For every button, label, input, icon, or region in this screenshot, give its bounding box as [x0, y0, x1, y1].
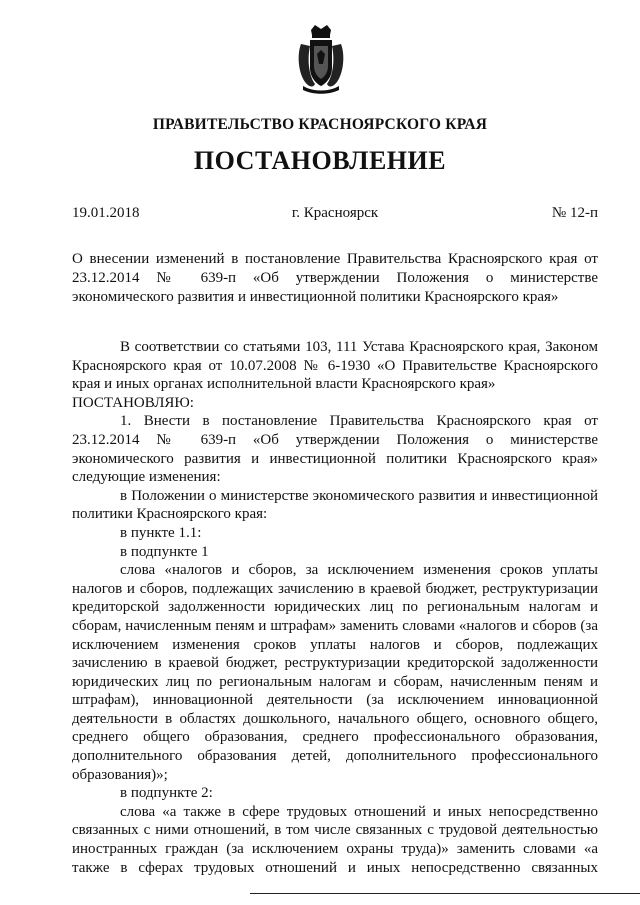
document-number: № 12-п — [551, 205, 598, 221]
subpoint-2-paragraph: в подпункте 2: — [120, 785, 213, 802]
decree-word: ПОСТАНОВЛЯЮ: — [72, 394, 194, 411]
document-subject-title: О внесении изменений в постановление Правительства Красноярского края от 23.12.2014 № 639-п «Об утверждении Положения о министерстве экономического развития и инвестиционной политики Красноярского края» — [72, 251, 598, 305]
coat-of-arms-icon — [295, 24, 347, 94]
replacement-words-1-paragraph: слова «налогов и сборов, за исключением изменения сроков уплаты налогов и сборов, подлежащих зачислению в краевой бюджет, реструктуризации кредиторской задолженности юридических лиц по региональным налогам и сборам, начисленным пеням и штрафам» заменить словами «налогов и сборов (за исключением изменения сроков уплаты налогов и сборов, подлежащих зачислению в краевой бюджет, реструктуризации кредиторской задолженности юридических лиц по региональным налогам и сборам, начисленным пеням и штрафам), инновационной деятельности (за исключением инновационной деятельности в областях дошкольного, начального общего, основного общего, среднего общего образования, среднего профессионального образования, дополнительного образования детей, дополнительного профессионального образования)»; — [72, 562, 598, 783]
item-1-paragraph: 1. Внести в постановление Правительства Красноярского края от 23.12.2014 № 639-п «Об утверждении Положения о министерстве экономического развития и инвестиционной политики Красноярского края» следующие изменения: — [72, 413, 598, 486]
regulation-paragraph: в Положении о министерстве экономического развития и инвестиционной политики Красноярского края: — [72, 487, 598, 523]
document-body — [72, 338, 598, 877]
preamble-paragraph: В соответствии со статьями 103, 111 Устава Красноярского края, Законом Красноярского края от 10.07.2008 № 6-1930 «О Правительстве Красноярского края и иных органах исполнительной власти Красноярского края» — [72, 339, 598, 393]
document-place: г. Красноярск — [291, 205, 379, 221]
subpoint-1-paragraph: в подпункте 1 — [120, 543, 209, 560]
organization-name: ПРАВИТЕЛЬСТВО КРАСНОЯРСКОГО КРАЯ — [152, 116, 488, 133]
document-type-title: ПОСТАНОВЛЕНИЕ — [193, 146, 447, 175]
scan-edge-line — [250, 893, 640, 894]
document-date: 19.01.2018 — [72, 205, 140, 221]
replacement-words-2-paragraph: слова «а также в сфере трудовых отношений и иных непосредственно связанных с ними отношений, в том числе связанных с трудовой деятельностью иностранных граждан (за исключением охраны труда)» заменить словами «а также в сферах трудовых отношений и иных непосредственно связанных — [72, 803, 598, 876]
point-1-1-paragraph: в пункте 1.1: — [120, 524, 202, 541]
